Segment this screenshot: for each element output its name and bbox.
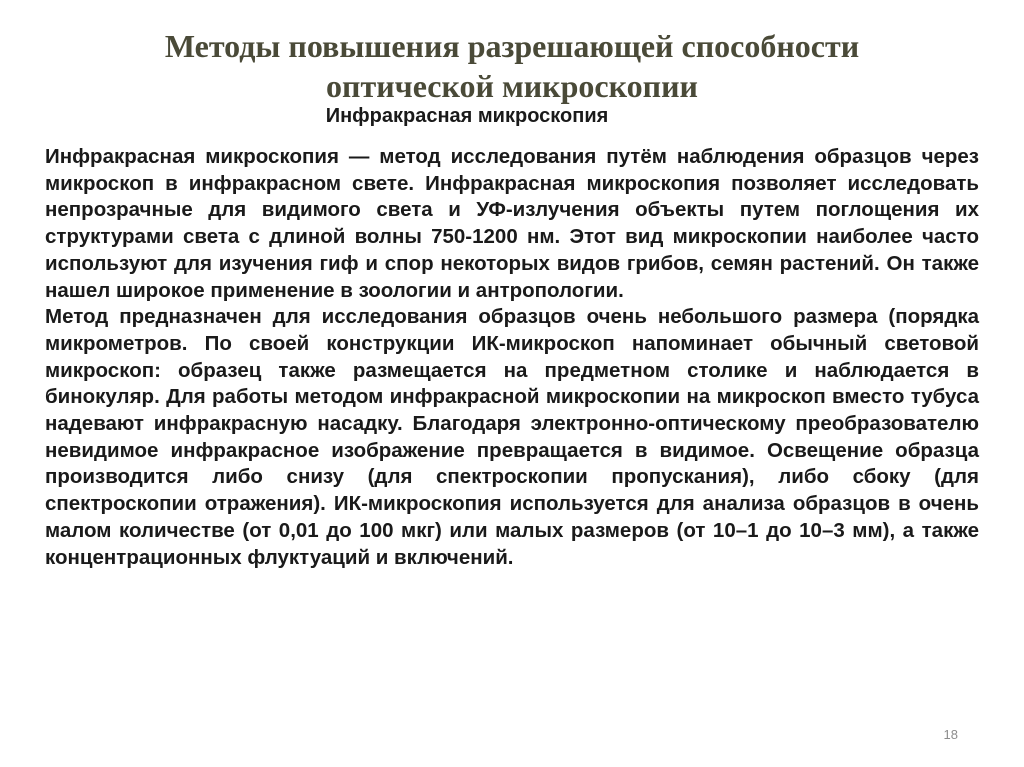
page-number: 18 (943, 727, 958, 742)
slide-subtitle: Инфракрасная микроскопия (325, 105, 609, 127)
slide-body (45, 144, 979, 571)
slide-title-line-2: оптической микроскопии (326, 68, 698, 104)
slide-title-line-1: Методы повышения разрешающей способности (164, 28, 860, 64)
slide-title (0, 26, 1024, 106)
body-paragraph-1: Инфракрасная микроскопия — метод исследования путём наблюдения образцов через микроскоп в инфракрасном свете. Инфракрасная микроскопия позволяет исследовать непрозрачные для видимого света и УФ-излучения объекты путем поглощения их структурами света с длиной волны 750-1200 нм. Этот вид микроскопии наиболее часто используют для изучения гиф и спор некоторых видов грибов, семян растений. Он также нашел широкое применение в зоологии и антропологии. (45, 145, 979, 302)
body-paragraph-2: Метод предназначен для исследования образцов очень небольшого размера (порядка микрометров. По своей конструкции ИК-микроскоп напоминает обычный световой микроскоп: образец также размещается на предметном столике и наблюдается в бинокуляр. Для работы методом инфракрасной микроскопии на микроскоп вместо тубуса надевают инфракрасную насадку. Благодаря электронно-оптическому преобразователю невидимое инфракрасное изображение превращается в видимое. Освещение образца производится либо снизу (для спектроскопии пропускания), либо сбоку (для спектроскопии отражения). ИК-микроскопия используется для анализа образцов в очень малом количестве (от 0,01 до 100 мкг) или малых размеров (от 10–1 до 10–3 мм), а также концентрационных флуктуаций и включений. (45, 305, 979, 569)
